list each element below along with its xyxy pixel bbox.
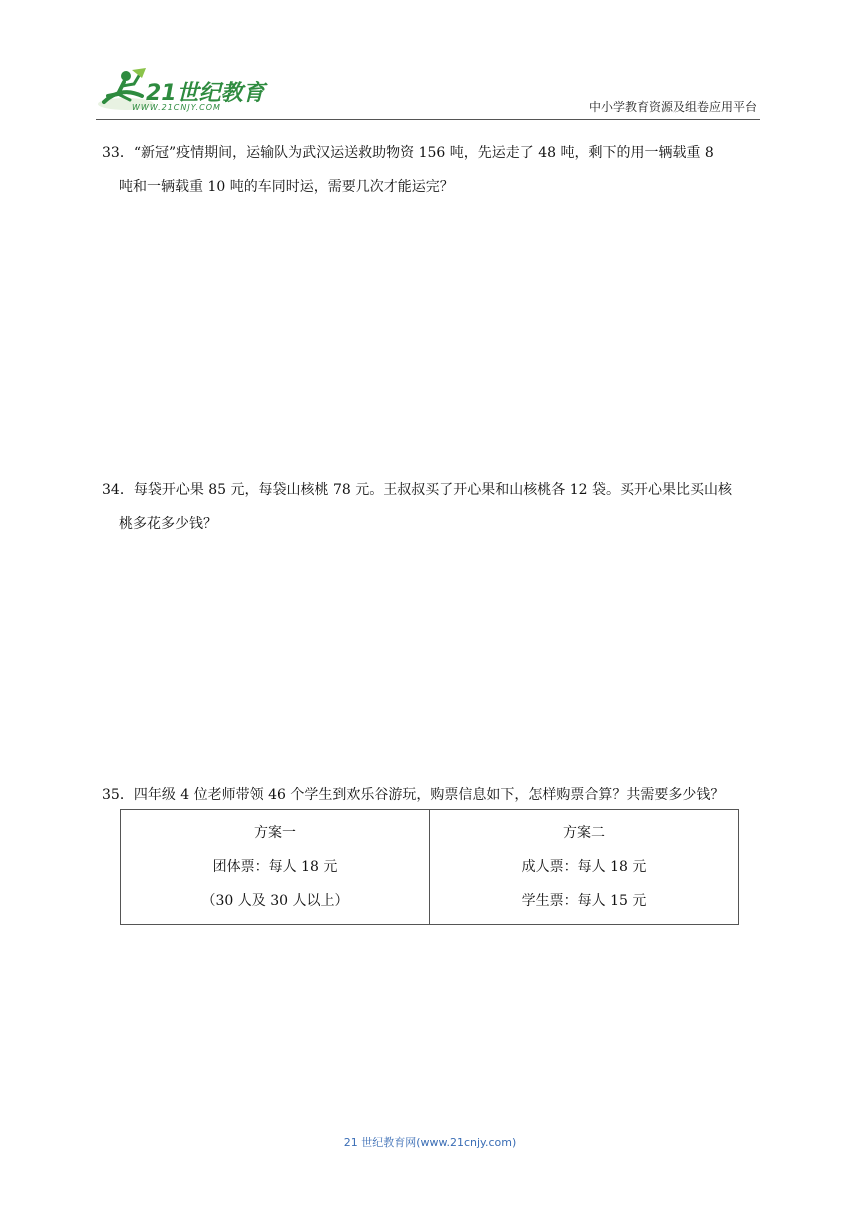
page-footer: 21 世纪教育网(www.21cnjy.com) — [343, 1136, 517, 1149]
question-35 — [102, 778, 770, 812]
question-number: 33． — [102, 145, 134, 161]
plan-one-title: 方案一 — [254, 825, 296, 841]
plan-two-line2: 学生票：每人 15 元 — [521, 893, 647, 909]
question-text-line2: 桃多花多少钱？ — [119, 516, 217, 532]
question-number: 35． — [102, 787, 134, 803]
page-header — [0, 0, 860, 125]
header-tagline: 中小学教育资源及组卷应用平台 — [588, 100, 757, 114]
question-34 — [102, 473, 770, 541]
header-divider — [96, 119, 760, 120]
question-text-line2: 吨和一辆载重 10 吨的车同时运，需要几次才能运完？ — [119, 179, 454, 195]
plan-two-cell — [430, 810, 739, 925]
logo-text: 21世纪教育 — [146, 81, 265, 106]
question-number: 34． — [102, 482, 134, 498]
question-text-line1: “新冠”疫情期间，运输队为武汉运送救助物资 156 吨，先运走了 48 吨，剩下的用一辆载重 8 — [133, 145, 714, 161]
question-text-line1: 每袋开心果 85 元，每袋山核桃 78 元。王叔叔买了开心果和山核桃各 12 袋。买开心果比买山核 — [133, 482, 732, 498]
plan-two-line1: 成人票：每人 18 元 — [521, 859, 647, 875]
plan-one-cell — [121, 810, 430, 925]
plan-one-line1: 团体票：每人 18 元 — [212, 859, 338, 875]
plan-two-title: 方案二 — [563, 825, 605, 841]
plan-one-line2: （30 人及 30 人以上） — [201, 893, 349, 909]
table-row — [121, 810, 739, 925]
question-33 — [102, 136, 770, 204]
ticket-plan-table — [120, 809, 739, 925]
question-text-line1: 四年级 4 位老师带领 46 个学生到欢乐谷游玩，购票信息如下，怎样购票合算？共需要多少钱？ — [133, 787, 725, 803]
logo-url: WWW.21CNJY.COM — [132, 103, 221, 112]
